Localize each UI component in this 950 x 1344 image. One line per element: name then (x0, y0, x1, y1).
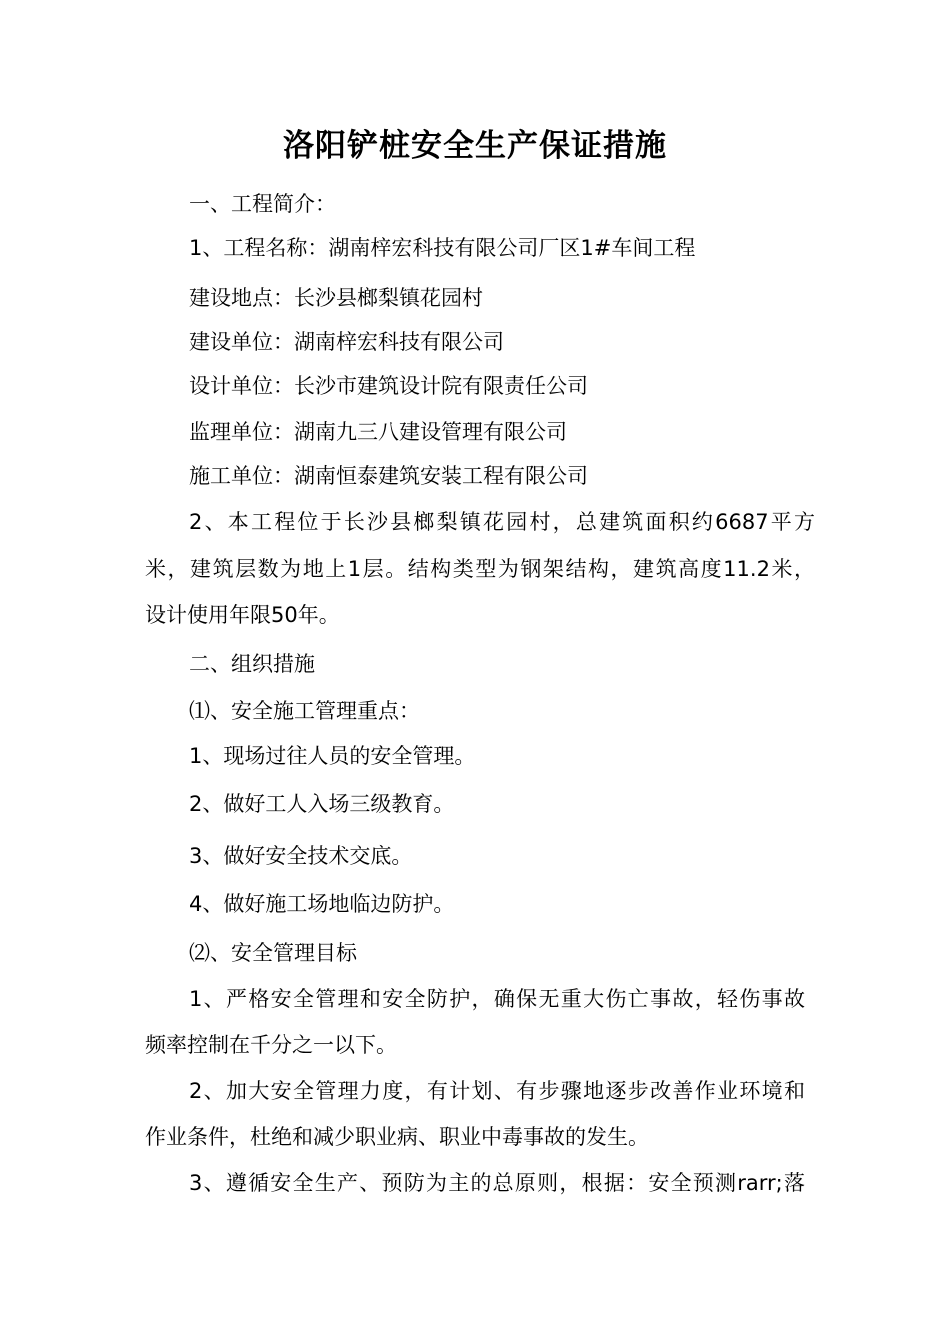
safety-goal-3-line-1: 3、遵循安全生产、预防为主的总原则，根据：安全预测rarr;落 (189, 1171, 805, 1195)
project-overview-line-1: 2、本工程位于长沙县榔梨镇花园村，总建筑面积约6687平方 (189, 510, 815, 534)
subheading-safety-goals: ⑵、安全管理目标 (189, 941, 357, 965)
design-unit-line: 设计单位：长沙市建筑设计院有限责任公司 (189, 374, 588, 398)
construction-unit-line: 建设单位：湖南梓宏科技有限公司 (189, 330, 504, 354)
section-heading-organization: 二、组织措施 (189, 652, 315, 676)
safety-goal-1-line-1: 1、严格安全管理和安全防护，确保无重大伤亡事故，轻伤事故 (189, 987, 805, 1011)
safety-goal-2-line-1: 2、加大安全管理力度，有计划、有步骤地逐步改善作业环境和 (189, 1079, 805, 1103)
safety-goal-1-line-2: 频率控制在千分之一以下。 (145, 1033, 397, 1057)
supervision-unit-line: 监理单位：湖南九三八建设管理有限公司 (189, 420, 567, 444)
subheading-safety-focus: ⑴、安全施工管理重点： (189, 699, 420, 723)
construction-site-line: 建设地点：长沙县榔梨镇花园村 (189, 286, 483, 310)
project-overview-line-2: 米，建筑层数为地上1层。结构类型为钢架结构，建筑高度11.2米， (145, 557, 815, 581)
document-title: 洛阳铲桩安全生产保证措施 (283, 128, 667, 164)
project-overview-line-3: 设计使用年限50年。 (145, 603, 340, 627)
safety-focus-item-2: 2、做好工人入场三级教育。 (189, 792, 455, 816)
safety-focus-item-3: 3、做好安全技术交底。 (189, 844, 413, 868)
section-heading-project-intro: 一、工程简介： (189, 192, 336, 216)
project-name-line: 1、工程名称：湖南梓宏科技有限公司厂区1#车间工程 (189, 236, 696, 260)
safety-focus-item-1: 1、现场过往人员的安全管理。 (189, 744, 476, 768)
safety-goal-2-line-2: 作业条件，杜绝和减少职业病、职业中毒事故的发生。 (145, 1125, 649, 1149)
safety-focus-item-4: 4、做好施工场地临边防护。 (189, 892, 455, 916)
contractor-unit-line: 施工单位：湖南恒泰建筑安装工程有限公司 (189, 464, 588, 488)
